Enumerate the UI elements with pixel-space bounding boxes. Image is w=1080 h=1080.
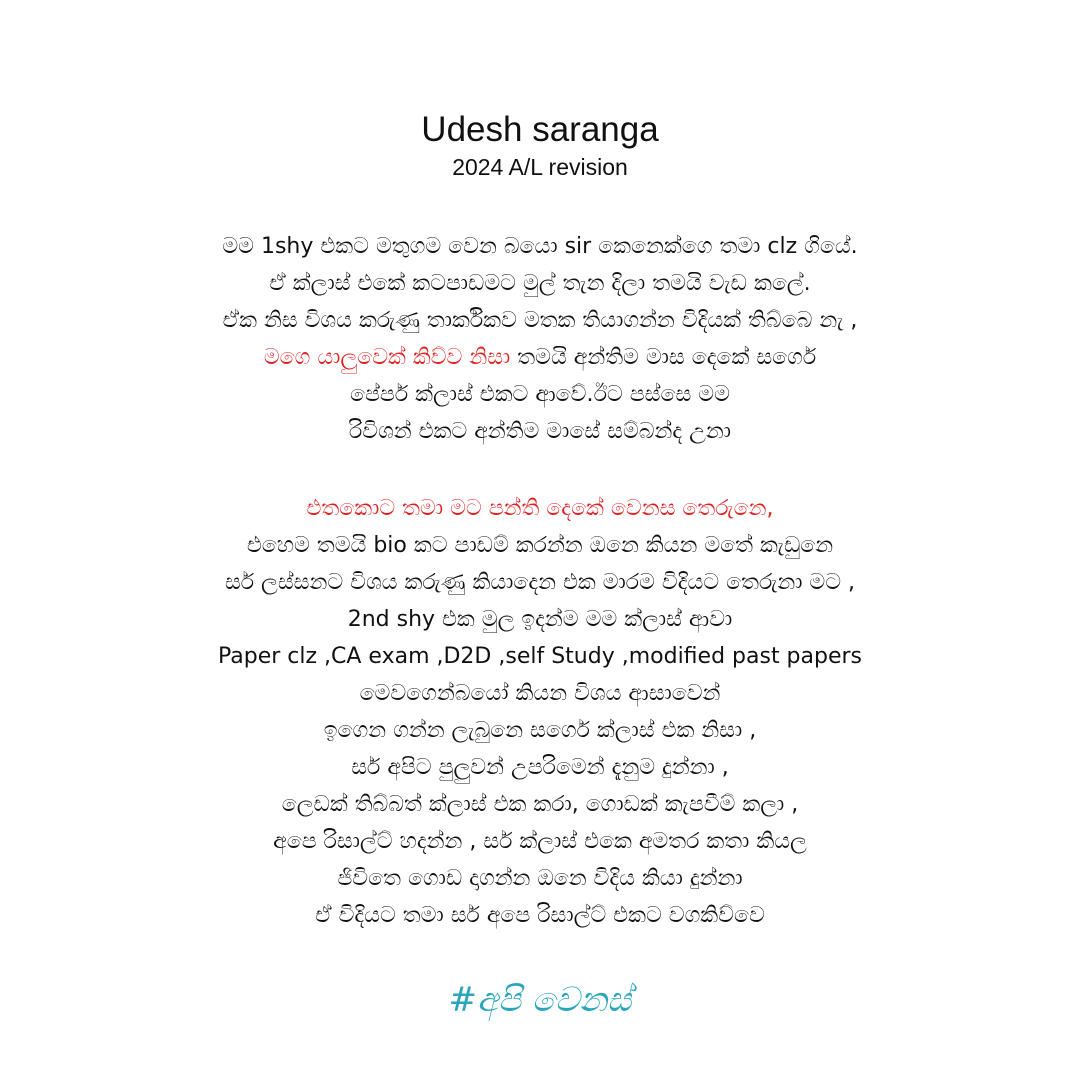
text-line: රිවිශන් එකට අන්තිම මාසේ සම්බන්ද උනා: [348, 419, 732, 444]
text-line: සර් අපිට පුලුවන් උපරිමෙන් දැනුම දුන්නා ,: [351, 755, 729, 780]
text-line: ජිවිතෙ ගොඩ දාගන්න ඔනෙ විදිය කියා දුන්නා: [337, 866, 743, 891]
paragraph-2: [40, 490, 1040, 934]
highlighted-line: එතකොට තමා මට පන්ති දෙකේ වෙනස තෙරුනෙ,: [306, 496, 774, 521]
text-line: Paper clz ,CA exam ,D2D ,self Study ,modified past papers: [217, 644, 863, 669]
text-line: ලෙඩක් තිබ්බත් ක්ලාස් එක කරා, ගොඩක් කැපවීම් කලා ,: [281, 792, 799, 817]
text-line: ඒ ක්ලාස් එකේ කටපාඩමට මුල් තැන දිලා තමයි වැඩ කලේ.: [269, 271, 811, 296]
text-segment: තමයි අන්තිම මාස දෙකේ සර්ගෙ: [517, 345, 817, 370]
text-line: මම 1shy එකට මතුගම වෙන බයො sir කෙනෙක්ගෙ තමා clz ගියේ.: [222, 234, 858, 259]
text-line: අපෙ රිසාල්ට් හදන්න , සර් ක්ලාස් එකෙ අමතර කතා කියල: [273, 829, 807, 854]
text-line: මෙවගෙන්බයෝ කියන විශය ආසාවෙන්: [359, 681, 721, 706]
hashtag: #අපි වෙනස්: [448, 980, 632, 1020]
header: [0, 108, 1080, 182]
text-line: පේපර් ක්ලාස් එකට ආවේ.ඊට පස්සෙ මම: [350, 382, 730, 407]
text-line: ඉගෙන ගන්න ලැබුනෙ සර්ගෙ ක්ලාස් එක නිසා ,: [323, 718, 757, 743]
text-line: එහෙම තමයි bio කට පාඩම් කරන්න ඔනෙ කියන මතේ කැඩුනෙ: [246, 533, 834, 558]
text-line: 2nd shy එක මුල ඉදන්ම මම ක්ලාස් ආවා: [347, 607, 733, 632]
text-line: සර් ලස්සනට විශය කරුණු කියාදෙන එක මාරම විදියට තෙරුනා මට ,: [224, 570, 856, 595]
text-line-mixed: [40, 339, 1040, 376]
paragraph-1: [40, 228, 1040, 450]
text-line: ඒ විදියට තමා සර් අපෙ රිසාල්ට් එකට වගකිව්වෙ: [315, 903, 765, 928]
highlighted-text: මගෙ යාලුවෙක් කිව්ව නිසා: [263, 345, 511, 370]
author-name: Udesh saranga: [421, 110, 659, 149]
text-line: ඒක නිස විශය කරුණු තාර්කිකව මතක තියාගන්න විදියක් තිබ්බෙ නැ ,: [222, 308, 858, 333]
subtitle: 2024 A/L revision: [452, 154, 628, 180]
